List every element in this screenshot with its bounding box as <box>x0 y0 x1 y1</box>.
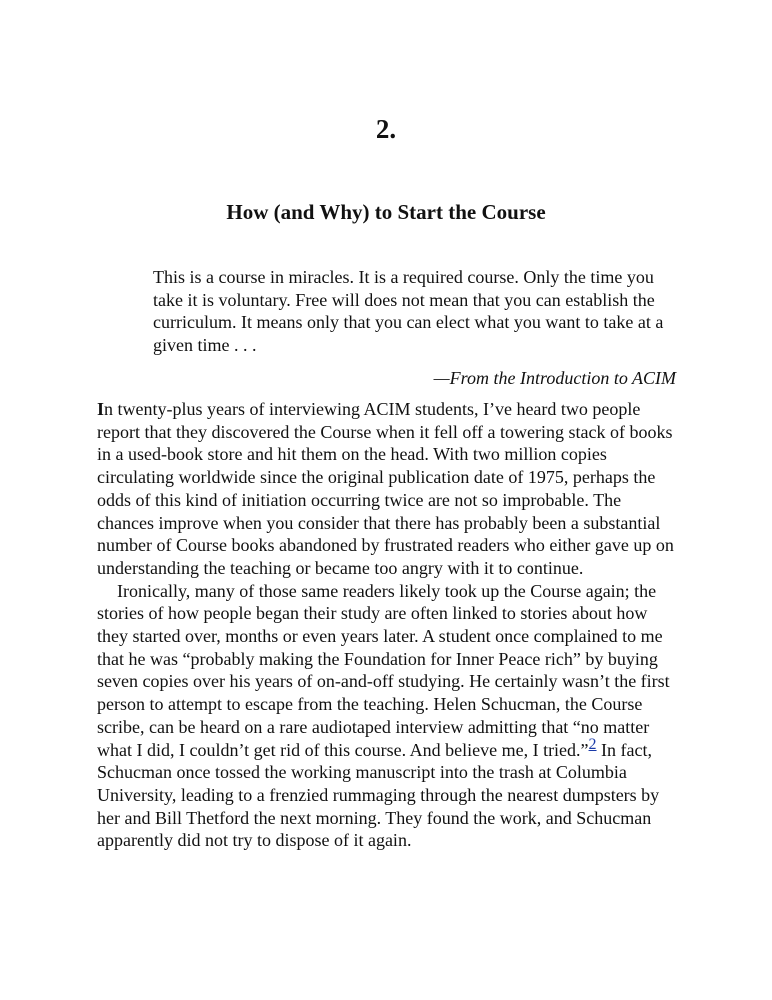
paragraph-2 <box>97 580 682 852</box>
epigraph-attribution: —From the Introduction to ACIM <box>433 368 676 388</box>
footnote-link[interactable]: 2 <box>588 735 597 753</box>
paragraph-2-text-after-note: In fact, Schucman once tossed the working manuscript into the trash at Columbia University, leading to a frenzied rummaging through the nearest dumpsters by her and Bill Thetford the next morning. They found the work, and Schucman apparently did not try to dispose of it again. <box>97 739 660 851</box>
paragraph-1-text: n twenty-plus years of interviewing ACIM students, I’ve heard two people report that they discovered the Course when it fell off a towering stack of books in a used-book store and hit them on the head. With two million copies circulating worldwide since the original publication date of 1975, perhaps the odds of this kind of initiation occurring twice are not so improbable. The chances improve when you consider that there has probably been a substantial number of Course books abandoned by frustrated readers who either gave up on understanding the teaching or became too angry with it to continue. <box>97 399 674 578</box>
paragraph-1 <box>97 398 682 580</box>
epigraph-quote: This is a course in miracles. It is a required course. Only the time you take it is voluntary. Free will does not mean that you can establish the curriculum. It means only that you can elect what you want to take at a given time . . . <box>153 267 664 356</box>
paragraph-2-text-before-note: Ironically, many of those same readers likely took up the Course again; the stories of how people began their study are often linked to stories about how they started over, months or even years later. A student once complained to me that he was “probably making the Foundation for Inner Peace rich” by buying seven copies over his years of on-and-off studying. He certainly wasn’t the first person to attempt to escape from the teaching. Helen Schucman, the Course scribe, can be heard on a rare audiotaped interview admitting that “no matter what I did, I couldn’t get rid of this course. And believe me, I tried.” <box>97 580 670 760</box>
chapter-title: How (and Why) to Start the Course <box>226 200 546 224</box>
body-text <box>97 398 682 852</box>
paragraph-initial: I <box>97 399 105 419</box>
chapter-number: 2. <box>375 114 397 144</box>
